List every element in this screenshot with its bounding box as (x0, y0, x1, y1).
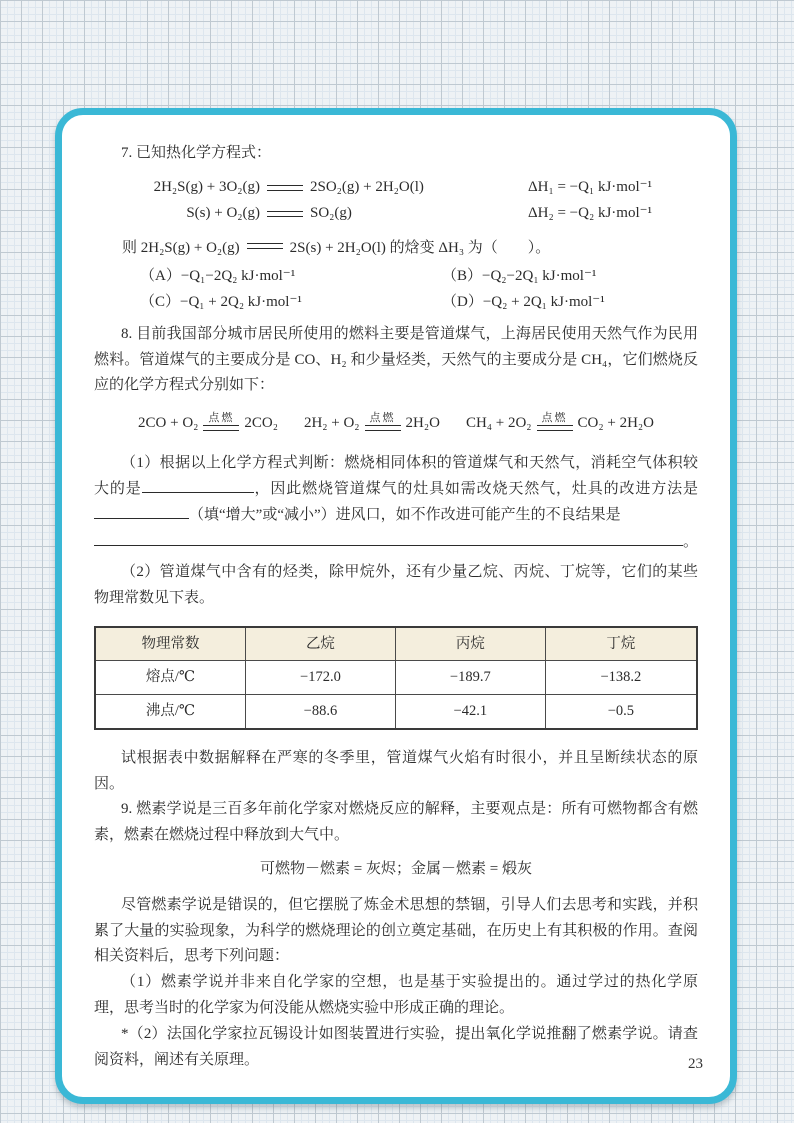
double-line-equals-icon (537, 425, 573, 431)
enthalpy-change: ΔH₂ = −Q₂ kJ·mol⁻¹ (528, 204, 653, 221)
part1-text: （填“增大”或“减小”）进风口，如不作改进可能产生的不良结果是 (189, 506, 621, 523)
ignite-label: 点燃 (541, 411, 568, 424)
combustion-equations (94, 411, 698, 437)
double-line-equals-icon (247, 243, 283, 249)
equation-products: SO₂(g) (310, 204, 352, 221)
question-7 (94, 141, 698, 316)
option-label: （C） (140, 293, 181, 310)
q9-intro: 9. 燃素学说是三百多年前化学家对燃烧反应的解释，主要观点是：所有可燃物都含有燃素，燃素在燃烧过程中释放到大气中。 (94, 801, 698, 844)
option-d (396, 290, 698, 316)
option-expr: −Q₁−2Q₂ kJ·mol⁻¹ (180, 268, 296, 285)
option-a (94, 264, 396, 290)
equation-products: 2SO₂(g) + 2H₂O(l) (310, 178, 424, 195)
boiling-point-ethane: −88.6 (246, 695, 396, 729)
double-line-equals-icon (203, 425, 239, 431)
option-label: （A） (140, 268, 181, 285)
option-b (396, 264, 698, 290)
combustion-equation-co (138, 411, 278, 437)
q7-intro: 7. 已知热化学方程式： (121, 145, 272, 161)
content-card (55, 108, 737, 1104)
question-post: 2S(s) + 2H₂O(l) 的焓变 ΔH₃ 为（ ）。 (289, 240, 551, 257)
option-c (94, 290, 396, 316)
header-property: 物理常数 (95, 627, 246, 661)
q8-part1-answer-line (94, 530, 698, 556)
q8-intro: 8. 目前我国部分城市居民所使用的燃料主要是管道煤气，上海居民使用天然气作为民用燃料。管道煤气的主要成分是 CO、H₂ 和少量烃类，天然气的主要成分是 CH₄，它们燃烧反应的化学方程式分别如下： (94, 325, 698, 394)
option-expr: −Q₂ + 2Q₁ kJ·mol⁻¹ (482, 293, 605, 310)
q8-question-text: 试根据表中数据解释在严寒的冬季里，管道煤气火焰有时很小，并且呈断续状态的原因。 (94, 749, 698, 792)
answer-blank (142, 478, 254, 493)
question-pre: 则 2H₂S(g) + O₂(g) (122, 240, 240, 257)
row-label: 熔点/℃ (95, 661, 246, 695)
double-line-equals-icon (267, 211, 303, 217)
q9-part2: *（2）法国化学家拉瓦锡设计如图装置进行实验，提出氧化学说推翻了燃素学说。请查阅资料，阐述有关原理。 (94, 1025, 698, 1068)
part1-text: ，因此燃烧管道煤气的灶具如需改烧天然气，灶具的改进方法是 (253, 480, 698, 497)
option-expr: −Q₂−2Q₁ kJ·mol⁻¹ (482, 268, 597, 285)
answer-blank (94, 504, 189, 519)
phlogiston-formula: 可燃物－燃素 = 灰烬；金属－燃素 = 煅灰 (260, 860, 532, 877)
q9-part1: （1）燃素学说并非来自化学家的空想，也是基于实验提出的。通过学过的热化学原理，思考当时的化学家为何没能从燃烧实验中形成正确的理论。 (94, 974, 698, 1016)
melting-point-ethane: −172.0 (246, 661, 396, 695)
melting-point-propane: −189.7 (395, 661, 545, 695)
option-label: （D） (442, 293, 483, 310)
ignite-label: 点燃 (369, 411, 396, 424)
melting-point-butane: −138.2 (545, 661, 697, 695)
ignite-condition (537, 412, 573, 431)
q8-part2: （2）管道煤气中含有的烃类，除甲烷外，还有少量乙烷、丙烷、丁烷等，它们的某些物理常数见下表。 (94, 564, 698, 606)
q9-body: 尽管燃素学说是错误的，但它摆脱了炼金术思想的禁锢，引导人们去思考和实践，并积累了大量的实验现象，为科学的燃烧理论的创立奠定基础，在历史上有其积极的作用。查阅相关资料后，思考下列问题： (94, 896, 698, 965)
table-row (95, 661, 697, 695)
period: 。 (682, 534, 698, 551)
equation-reactants: 2H₂S(g) + 3O₂(g) (153, 178, 260, 195)
q8-part1 (94, 451, 698, 528)
option-label: （B） (442, 268, 483, 285)
equation-reactants: CH₄ + 2O₂ (465, 415, 532, 432)
page-number: 23 (688, 1056, 703, 1072)
combustion-equation-h2 (304, 411, 440, 437)
header-propane: 丙烷 (395, 627, 545, 661)
table-row (95, 695, 697, 729)
equation-products: CO₂ + 2H₂O (577, 415, 654, 432)
combustion-equation-ch4 (466, 411, 654, 437)
question-9 (94, 797, 698, 1073)
thermochem-equation-1 (94, 175, 698, 201)
double-line-equals-icon (267, 185, 303, 191)
option-row (94, 264, 698, 290)
equation-reactants: 2CO + O₂ (138, 415, 199, 432)
question-8 (94, 322, 698, 798)
row-label: 沸点/℃ (95, 695, 246, 729)
part1-text: （1）根据以上化学方程式判断：燃烧相同体积的管道煤气和天然气，消耗空气体积较大的是 (94, 454, 698, 497)
ignite-condition (203, 412, 239, 431)
q7-options (94, 264, 698, 316)
double-line-equals-icon (365, 425, 401, 431)
equation-reactants: 2H₂ + O₂ (303, 415, 360, 432)
header-ethane: 乙烷 (246, 627, 396, 661)
boiling-point-propane: −42.1 (395, 695, 545, 729)
answer-blank (94, 531, 683, 546)
boiling-point-butane: −0.5 (545, 695, 697, 729)
thermochem-equation-2 (94, 201, 698, 227)
option-expr: −Q₁ + 2Q₂ kJ·mol⁻¹ (180, 293, 302, 310)
q7-equation-block (94, 175, 698, 227)
equation-products: 2H₂O (405, 415, 440, 432)
physical-constants-table (94, 626, 698, 730)
table-header-row (95, 627, 697, 661)
header-butane: 丁烷 (545, 627, 697, 661)
option-row (94, 290, 698, 316)
ignite-condition (365, 412, 401, 431)
equation-products: 2CO₂ (244, 415, 278, 432)
q7-question-line (94, 236, 698, 262)
ignite-label: 点燃 (208, 411, 235, 424)
enthalpy-change: ΔH₁ = −Q₁ kJ·mol⁻¹ (528, 178, 653, 195)
equation-reactants: S(s) + O₂(g) (186, 204, 260, 221)
